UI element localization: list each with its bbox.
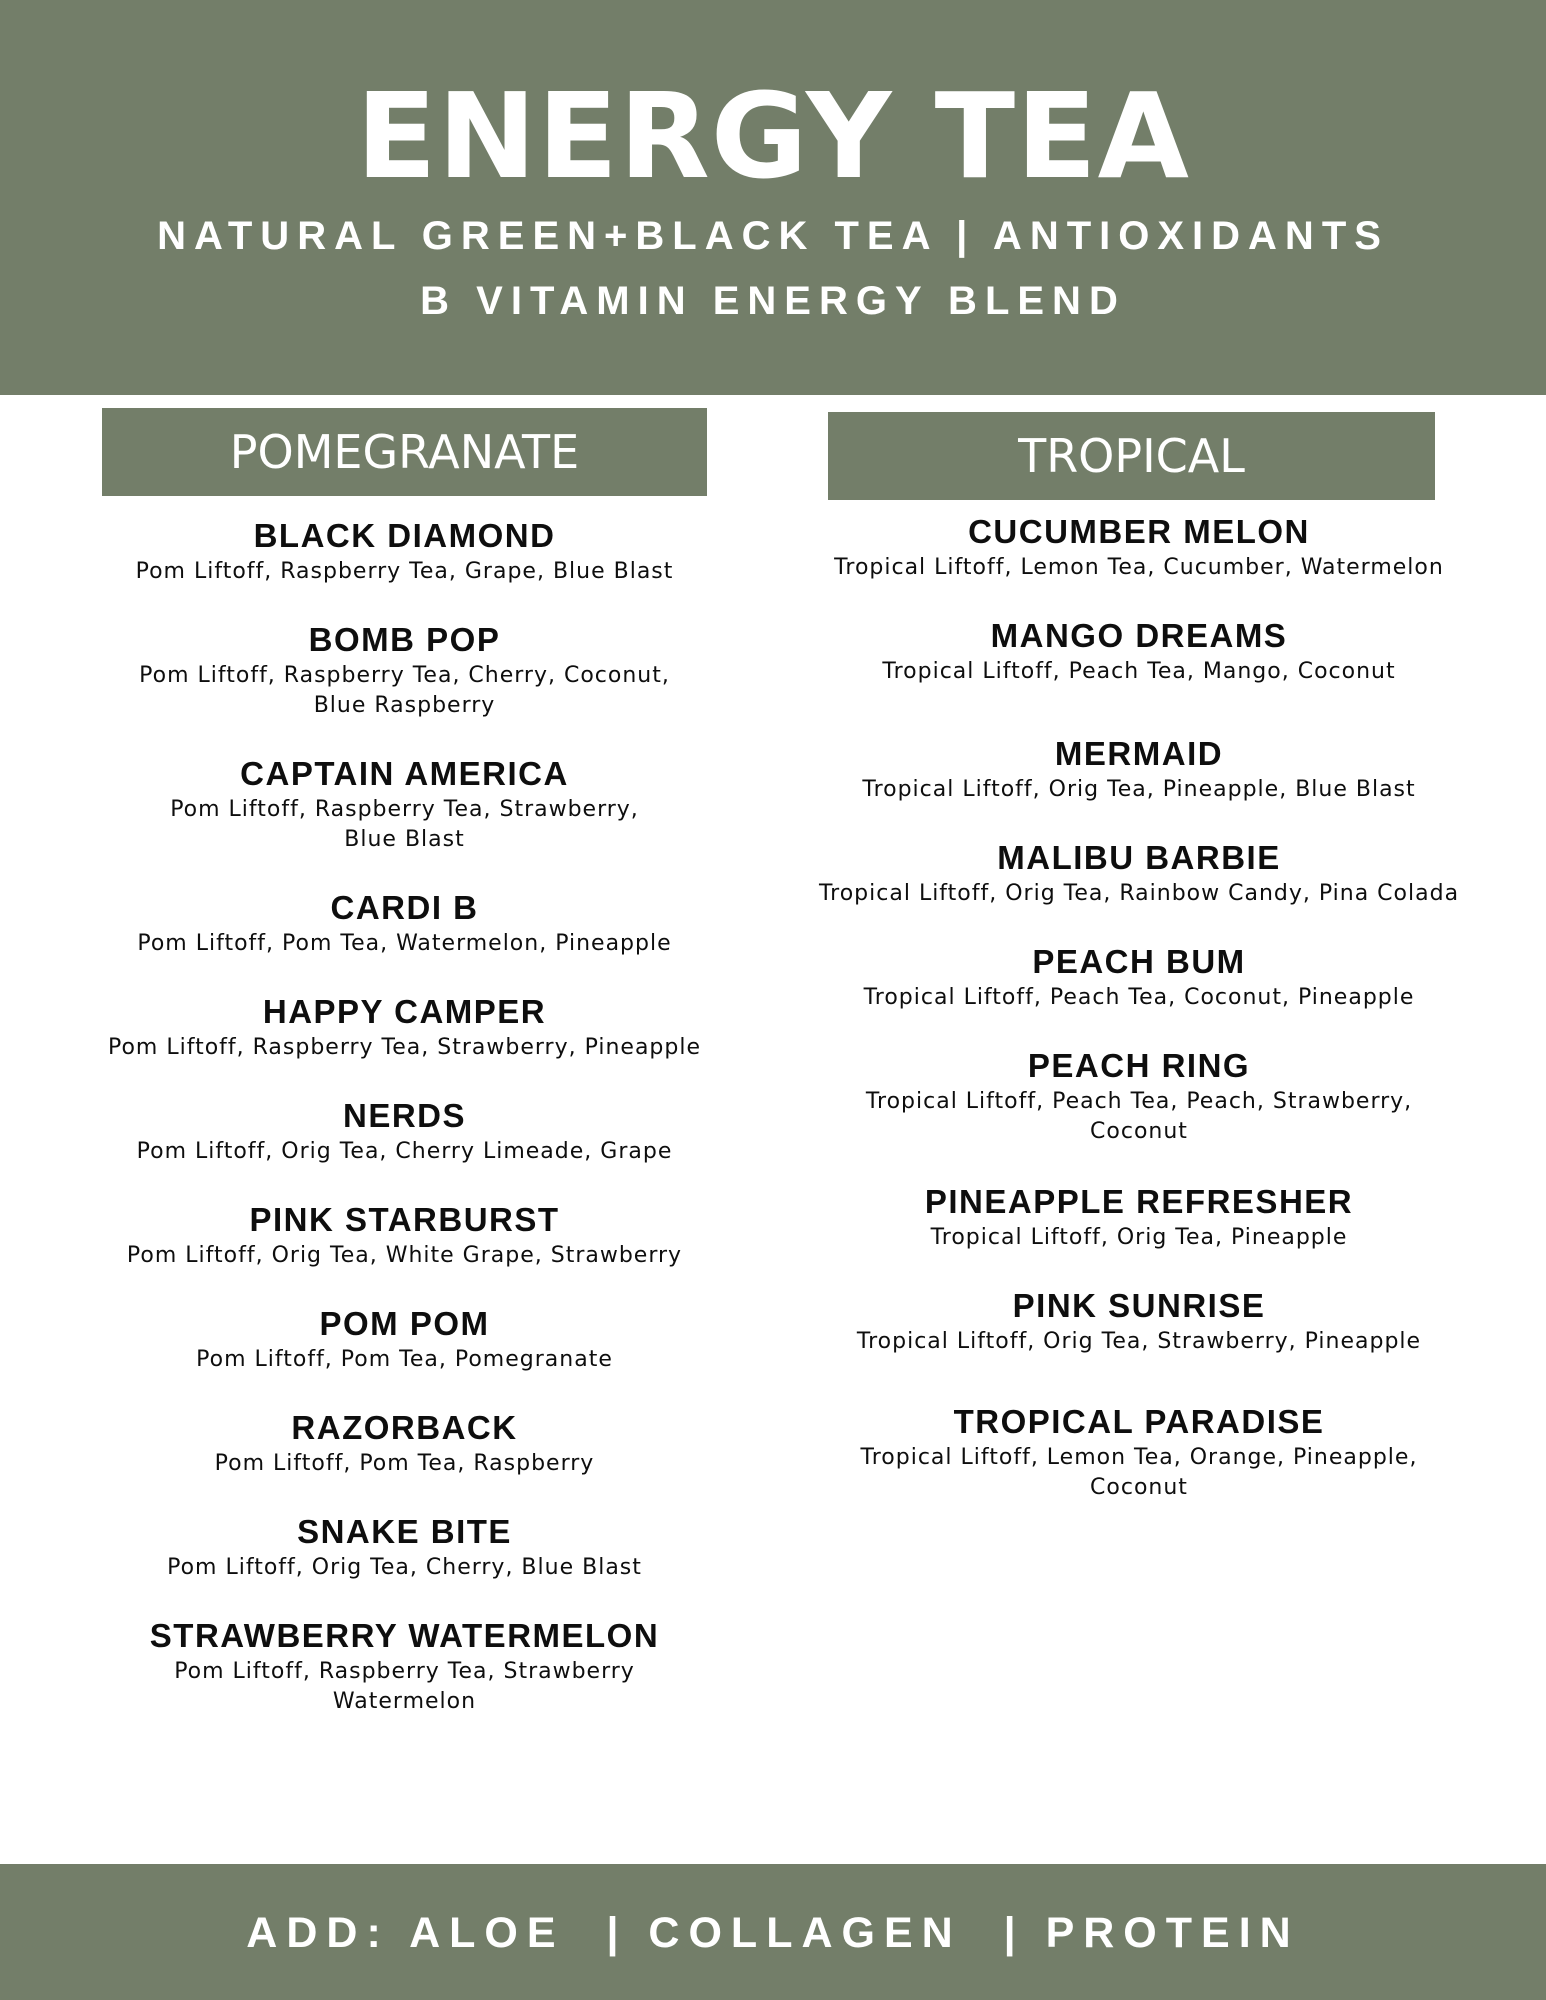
menu-item-description: Pom Liftoff, Raspberry Tea, Cherry, Coconut, Blue Raspberry xyxy=(139,663,670,718)
menu-item-name: NERDS xyxy=(342,1097,467,1134)
menu-item xyxy=(102,620,707,721)
category-header-pomegranate: POMEGRANATE xyxy=(102,408,707,496)
subtitle-line-1: NATURAL GREEN+BLACK TEA | ANTIOXIDANTS xyxy=(157,214,1389,258)
menu-item-name: CAPTAIN AMERICA xyxy=(240,755,569,792)
menu-item xyxy=(102,1200,707,1271)
menu-item-description: Pom Liftoff, Pom Tea, Raspberry xyxy=(214,1451,595,1476)
menu-item-name: PEACH BUM xyxy=(1032,943,1246,980)
menu-item-description: Tropical Liftoff, Peach Tea, Coconut, Pineapple xyxy=(863,985,1415,1010)
page-title: ENERGY TEA xyxy=(355,67,1191,205)
menu-item xyxy=(102,1408,707,1479)
menu-item xyxy=(102,992,707,1063)
menu-item-description: Tropical Liftoff, Peach Tea, Mango, Coconut xyxy=(882,659,1396,684)
menu-item-name: CUCUMBER MELON xyxy=(968,513,1310,550)
menu-item-description: Pom Liftoff, Pom Tea, Watermelon, Pineapple xyxy=(137,931,672,956)
menu-item-name: SNAKE BITE xyxy=(297,1513,512,1550)
menu-item-description: Pom Liftoff, Orig Tea, Cherry, Blue Blast xyxy=(167,1555,642,1580)
menu-item-name: PEACH RING xyxy=(1027,1047,1251,1084)
menu-item-name: HAPPY CAMPER xyxy=(262,993,547,1030)
menu-item xyxy=(806,734,1472,805)
menu-item-description: Tropical Liftoff, Orig Tea, Pineapple xyxy=(930,1225,1348,1250)
menu-item-description: Pom Liftoff, Raspberry Tea, Strawberry, Blue Blast xyxy=(170,797,639,852)
menu-item-description: Tropical Liftoff, Orig Tea, Pineapple, Blue Blast xyxy=(862,777,1416,802)
menu-item-name: PINK SUNRISE xyxy=(1012,1287,1266,1324)
menu-item xyxy=(806,838,1472,909)
menu-item-description: Tropical Liftoff, Orig Tea, Strawberry, Pineapple xyxy=(856,1329,1422,1354)
menu-item-description: Pom Liftoff, Raspberry Tea, Strawberry Watermelon xyxy=(174,1659,635,1714)
menu-item xyxy=(806,942,1472,1013)
menu-item-description: Pom Liftoff, Pom Tea, Pomegranate xyxy=(196,1347,613,1372)
add-ons-text: ADD: ALOE | COLLAGEN | PROTEIN xyxy=(246,1909,1300,1957)
menu-item-description: Pom Liftoff, Raspberry Tea, Strawberry, Pineapple xyxy=(107,1035,702,1060)
menu-item-name: CARDI B xyxy=(330,889,479,926)
header-banner xyxy=(0,0,1546,395)
menu-item-name: PINK STARBURST xyxy=(249,1201,560,1238)
menu-item xyxy=(102,1616,707,1717)
menu-item xyxy=(806,616,1472,687)
menu-item xyxy=(806,1286,1472,1357)
menu-item xyxy=(102,516,707,587)
menu-item xyxy=(806,1182,1472,1253)
menu-item-name: TROPICAL PARADISE xyxy=(953,1403,1325,1440)
menu-item-name: MANGO DREAMS xyxy=(990,617,1288,654)
menu-item xyxy=(102,1096,707,1167)
menu-item-name: POM POM xyxy=(319,1305,490,1342)
menu-item xyxy=(806,512,1472,583)
menu-item-description: Tropical Liftoff, Lemon Tea, Cucumber, Watermelon xyxy=(834,555,1444,580)
menu-item-name: BOMB POP xyxy=(308,621,501,658)
menu-item-description: Tropical Liftoff, Orig Tea, Rainbow Candy, Pina Colada xyxy=(818,881,1460,906)
menu-item xyxy=(806,1402,1472,1503)
menu-item-name: STRAWBERRY WATERMELON xyxy=(149,1617,660,1654)
menu-item-description: Tropical Liftoff, Lemon Tea, Orange, Pineapple, Coconut xyxy=(860,1445,1418,1500)
menu-item xyxy=(102,1512,707,1583)
footer-banner xyxy=(0,1864,1546,2000)
menu-item-description: Pom Liftoff, Raspberry Tea, Grape, Blue Blast xyxy=(135,559,674,584)
menu-item xyxy=(102,888,707,959)
menu-item-description: Pom Liftoff, Orig Tea, White Grape, Strawberry xyxy=(126,1243,683,1268)
subtitle-line-2: B VITAMIN ENERGY BLEND xyxy=(420,279,1126,323)
menu-item-name: MALIBU BARBIE xyxy=(997,839,1281,876)
menu-item xyxy=(102,1304,707,1375)
menu-item xyxy=(102,754,707,855)
category-header-tropical: TROPICAL xyxy=(828,412,1435,500)
menu-item-name: RAZORBACK xyxy=(291,1409,518,1446)
menu-item xyxy=(806,1046,1472,1147)
menu-item-description: Pom Liftoff, Orig Tea, Cherry Limeade, Grape xyxy=(136,1139,673,1164)
menu-item-description: Tropical Liftoff, Peach Tea, Peach, Strawberry, Coconut xyxy=(865,1089,1413,1144)
menu-item-name: BLACK DIAMOND xyxy=(253,517,556,554)
menu-item-name: PINEAPPLE REFRESHER xyxy=(924,1183,1354,1220)
menu-item-name: MERMAID xyxy=(1054,735,1224,772)
